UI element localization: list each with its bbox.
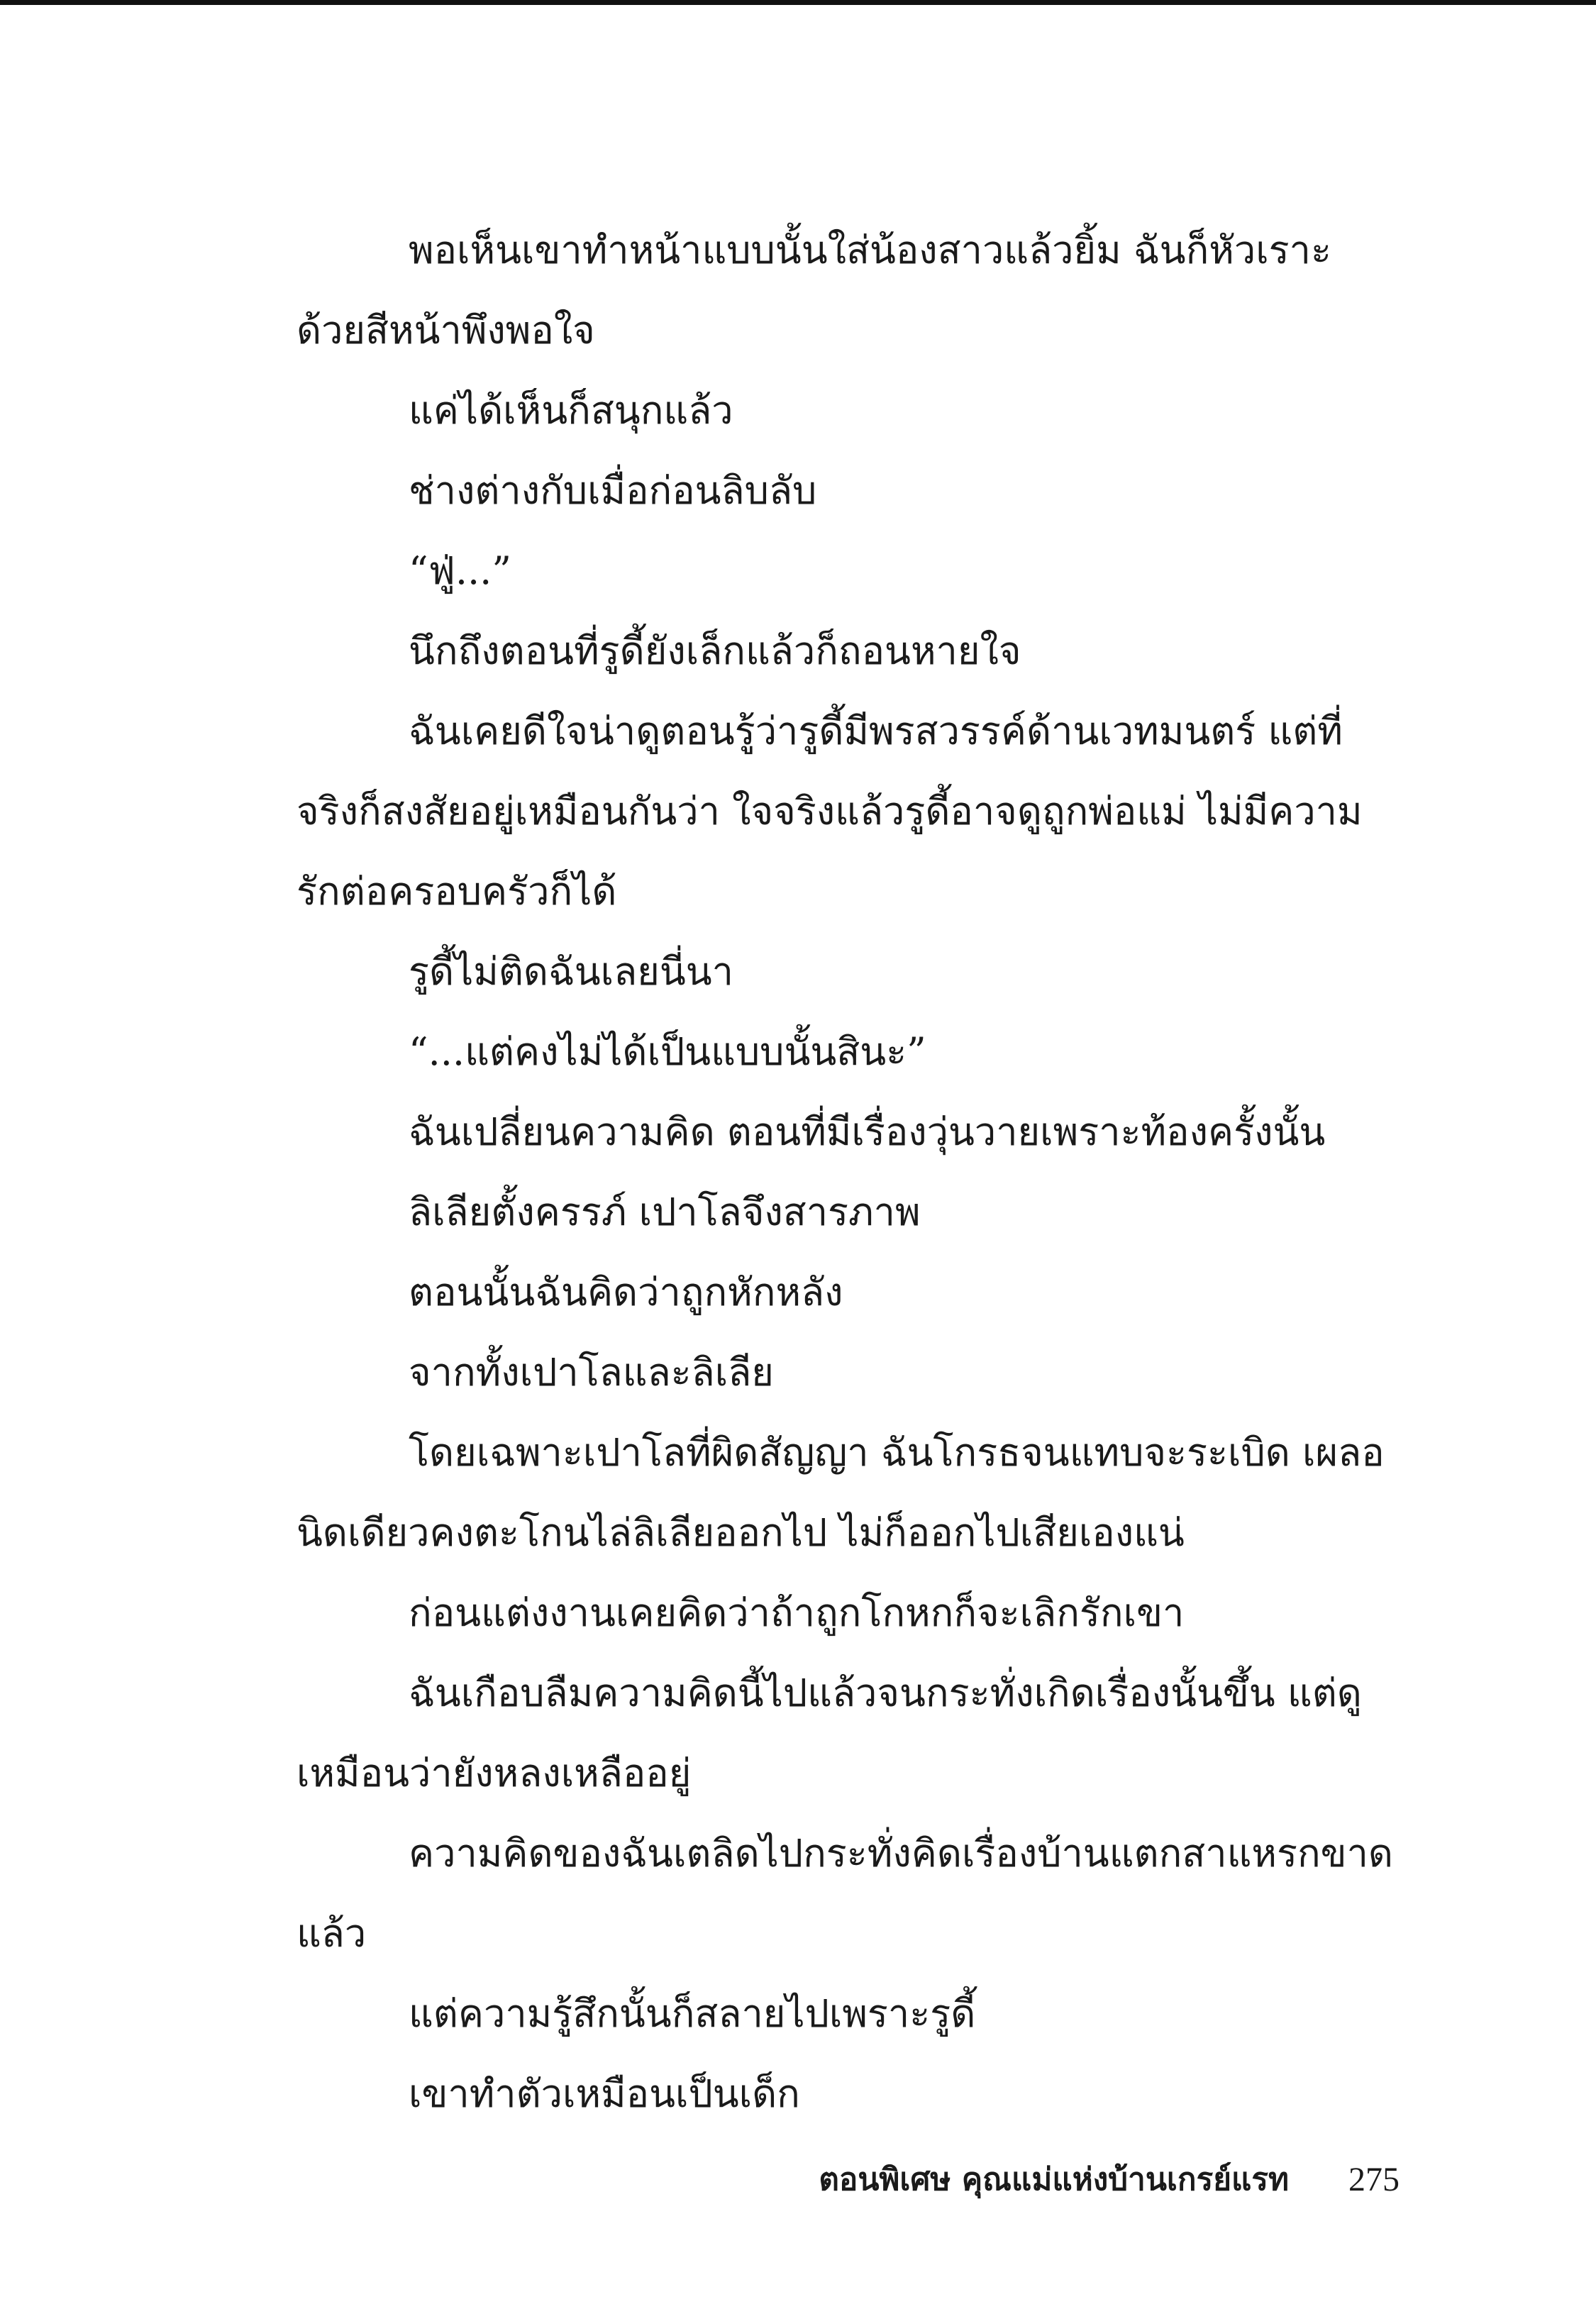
paragraph: โดยเฉพาะเปาโลที่ผิดสัญญา ฉันโกรธจนแทบจะระเบิด เผลอนิดเดียวคงตะโกนไล่ลิเลียออกไป ไม่ก็ออกไปเสียเองแน่	[297, 1430, 1385, 1555]
paragraph: นึกถึงตอนที่รูดี้ยังเล็กแล้วก็ถอนหายใจ	[409, 629, 1021, 673]
running-title: ตอนพิเศษ คุณแม่แห่งบ้านเกรย์แรท	[819, 2161, 1289, 2198]
paragraph: เขาทำตัวเหมือนเป็นเด็ก	[409, 2071, 800, 2116]
paragraph: “ฟู่...”	[409, 548, 511, 593]
paragraph: จากทั้งเปาโลและลิเลีย	[409, 1350, 774, 1395]
paragraph: แค่ได้เห็นก็สนุกแล้ว	[409, 388, 733, 433]
paragraph: ฉันเกือบลืมความคิดนี้ไปแล้วจนกระทั่งเกิดเรื่องนั้นขึ้น แต่ดูเหมือนว่ายังหลงเหลืออยู่	[297, 1671, 1362, 1795]
paragraph: ช่างต่างกับเมื่อก่อนลิบลับ	[409, 468, 817, 513]
top-edge-rule	[0, 0, 1596, 5]
paragraph: “...แต่คงไม่ได้เป็นแบบนั้นสินะ”	[409, 1029, 926, 1074]
page-body	[297, 210, 1400, 2134]
page-number: 275	[1348, 2160, 1400, 2198]
paragraph: ตอนนั้นฉันคิดว่าถูกหักหลัง	[409, 1270, 843, 1314]
paragraph: ฉันเปลี่ยนความคิด ตอนที่มีเรื่องวุ่นวายเพราะท้องครั้งนั้น	[409, 1109, 1326, 1154]
paragraph: พอเห็นเขาทำหน้าแบบนั้นใส่น้องสาวแล้วยิ้ม ฉันก็หัวเราะด้วยสีหน้าพึงพอใจ	[297, 228, 1331, 353]
paragraph: ก่อนแต่งงานเคยคิดว่าถ้าถูกโกหกก็จะเลิกรักเขา	[409, 1590, 1185, 1635]
paragraph: แต่ความรู้สึกนั้นก็สลายไปเพราะรูดี้	[409, 1991, 976, 2036]
page-footer	[297, 2151, 1400, 2208]
paragraph: รูดี้ไม่ติดฉันเลยนี่นา	[409, 949, 733, 994]
paragraph: ความคิดของฉันเตลิดไปกระทั่งคิดเรื่องบ้านแตกสาแหรกขาดแล้ว	[297, 1831, 1393, 1956]
paragraph: ฉันเคยดีใจน่าดูตอนรู้ว่ารูดี้มีพรสวรรค์ด้านเวทมนตร์ แต่ที่จริงก็สงสัยอยู่เหมือนกันว่า ใจจริงแล้วรูดี้อาจดูถูกพ่อแม่ ไม่มีความรักต่อครอบครัวก็ได้	[297, 709, 1363, 914]
paragraph: ลิเลียตั้งครรภ์ เปาโลจึงสารภาพ	[409, 1190, 921, 1234]
